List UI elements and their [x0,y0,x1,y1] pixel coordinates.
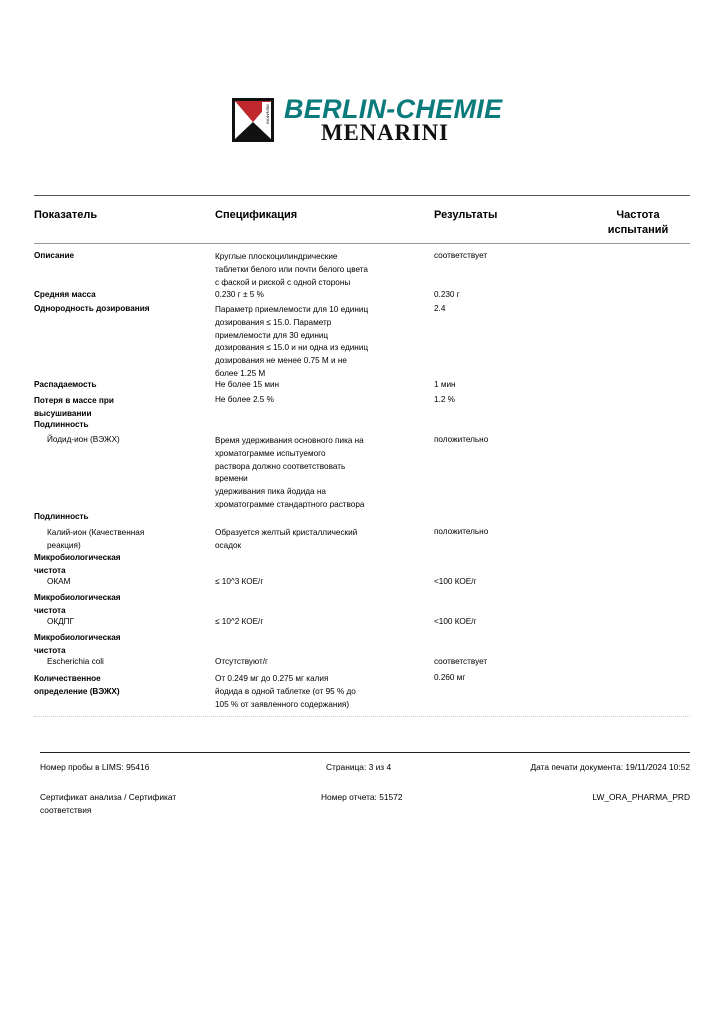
svg-text:MENARINI: MENARINI [265,104,271,124]
row-sub-escherichia-coli: Escherichia coli [47,657,104,666]
row-sub-okam: ОКАМ [47,577,71,586]
row-spec-identity-2: Образуется желтый кристаллический осадок [215,528,358,550]
row-spec-okdpg: ≤ 10^2 КОЕ/г [215,617,264,626]
footer-print-date: Дата печати документа: 19/11/2024 10:52 [530,762,690,772]
row-name-assay: Количественное определение (ВЭЖХ) [34,674,120,696]
row-result-loss-on-drying: 1.2 % [434,395,455,404]
column-header-results: Результаты [434,209,498,221]
menarini-m-logo-icon [232,98,274,142]
row-result-identity-1: положительно [434,435,489,444]
row-name-microbiological-purity-1: Микробиологическая чистота [34,553,121,575]
column-header-parameter: Показатель [34,209,98,221]
row-sub-potassium-ion: Калий-ион (Качественная реакция) [47,528,145,550]
footer-document-type: Сертификат анализа / Сертификат соответствия [40,792,177,815]
row-name-microbiological-purity-3: Микробиологическая чистота [34,633,121,655]
row-spec-loss-on-drying: Не более 2.5 % [215,395,274,404]
row-name-average-mass: Средняя масса [34,290,96,299]
row-sub-okdpg: ОКДПГ [47,617,75,626]
footer-page-number: Страница: 3 из 4 [326,762,392,772]
row-result-disintegration: 1 мин [434,380,456,389]
row-name-description: Описание [34,251,75,260]
brand-name-line1: BERLIN-CHEMIE [284,94,503,124]
row-result-okam: <100 КОЕ/г [434,577,477,586]
row-name-identity-2: Подлинность [34,512,89,521]
row-name-microbiological-purity-2: Микробиологическая чистота [34,593,121,615]
row-result-okdpg: <100 КОЕ/г [434,617,477,626]
row-name-identity-1: Подлинность [34,420,89,429]
row-result-description: соответствует [434,251,488,260]
company-logo [232,94,503,146]
row-name-loss-on-drying: Потеря в массе при высушивании [34,396,114,418]
row-result-identity-2: положительно [434,527,489,536]
row-result-average-mass: 0.230 г [434,290,460,299]
row-name-disintegration: Распадаемость [34,380,97,389]
table-end-divider [34,716,690,717]
row-spec-disintegration: Не более 15 мин [215,380,280,389]
row-spec-average-mass: 0.230 г ± 5 % [215,290,264,299]
row-spec-description: Круглые плоскоцилиндрические таблетки белого или почти белого цвета с фаской и риской с одной стороны [215,252,368,287]
row-spec-okam: ≤ 10^3 КОЕ/г [215,577,264,586]
header-divider [34,243,690,244]
row-spec-identity-1: Время удерживания основного пика на хроматограмме испытуемого раствора должно соответствовать времени удерживания пика йодида на хроматограмме стандартного раствора [215,436,365,509]
column-header-specification: Спецификация [215,209,298,221]
row-spec-assay: От 0.249 мг до 0.275 мг калия йодида в одной таблетке (от 95 % до 105 % от заявленного содержания) [215,674,356,709]
row-result-escherichia-coli: соответствует [434,657,488,666]
top-divider [34,195,690,196]
column-header-frequency: Частота испытаний [607,209,669,236]
footer-system-code: LW_ORA_PHARMA_PRD [592,792,690,802]
footer-report-number: Номер отчета: 51572 [321,792,403,802]
row-sub-iodide-ion: Йодид-ион (ВЭЖХ) [47,435,120,444]
row-result-assay: 0.260 мг [434,673,466,682]
footer-lims-sample-number: Номер пробы в LIMS: 95416 [40,762,150,772]
footer-divider [40,752,690,753]
row-spec-escherichia-coli: Отсутствуют/г [215,657,268,666]
row-result-dosage-uniformity: 2.4 [434,304,446,313]
brand-name-line2: MENARINI [321,120,449,145]
row-spec-dosage-uniformity: Параметр приемлемости для 10 единиц дозирования ≤ 15.0. Параметр приемлемости для 30 единиц дозирования ≤ 15.0 и ни одна из единиц дозирования не менее 0.75 М и не более 1.25 М [215,305,369,378]
row-name-dosage-uniformity: Однородность дозирования [34,304,150,313]
